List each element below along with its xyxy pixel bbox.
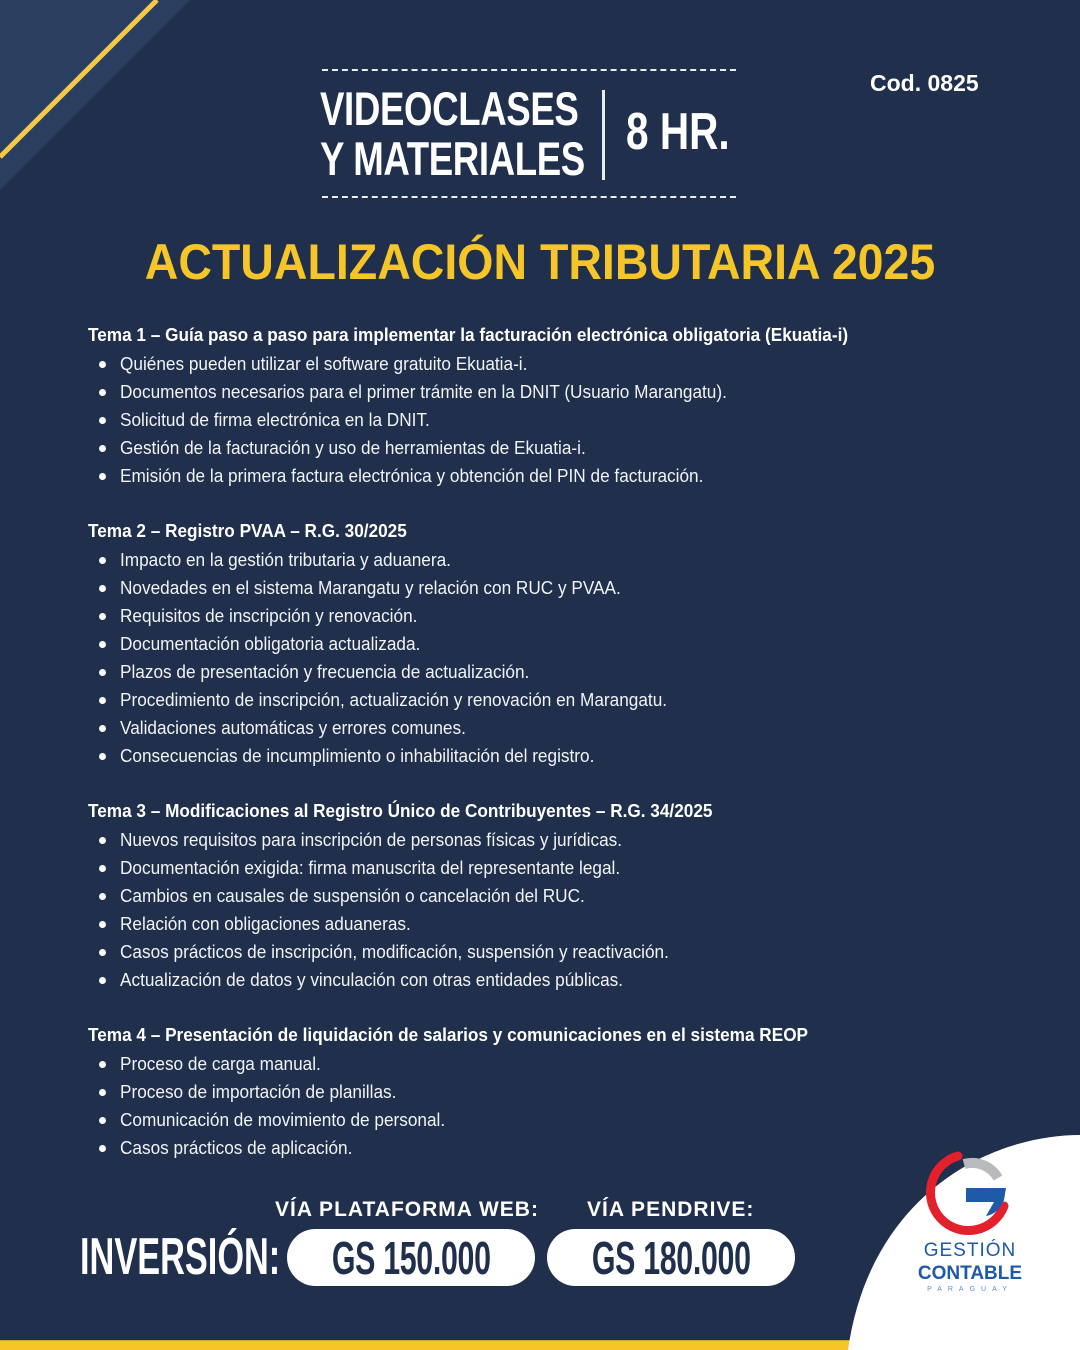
list-item (88, 686, 1048, 714)
course-code: Cod. 0825 (870, 70, 979, 96)
list-item (88, 742, 1048, 770)
bullet-icon (99, 473, 106, 480)
list-item-text: Emisión de la primera factura electrónica y obtención del PIN de facturación. (120, 465, 704, 486)
list-item (88, 938, 1048, 966)
list-item (88, 1106, 1048, 1134)
list-item-text: Validaciones automáticas y errores comunes. (120, 717, 466, 738)
topic-3 (88, 798, 1048, 994)
list-item-text: Nuevos requisitos para inscripción de personas físicas y jurídicas. (120, 829, 623, 850)
list-item (88, 630, 1048, 658)
bullet-icon (99, 641, 106, 648)
list-item (88, 966, 1048, 994)
dashed-divider-top (322, 69, 736, 71)
bullet-icon (99, 557, 106, 564)
bullet-icon (99, 753, 106, 760)
bullet-icon (99, 585, 106, 592)
bullet-icon (99, 697, 106, 704)
bullet-icon (99, 725, 106, 732)
web-price-badge (287, 1229, 535, 1286)
list-item (88, 602, 1048, 630)
web-price: GS 150.000 (331, 1231, 491, 1284)
format-line-1: VIDEOCLASES (320, 82, 579, 135)
list-item-text: Documentación obligatoria actualizada. (120, 633, 421, 654)
corner-triangle (0, 0, 190, 190)
list-item-text: Proceso de importación de planillas. (120, 1081, 397, 1102)
list-item-text: Documentos necesarios para el primer trámite en la DNIT (Usuario Marangatu). (120, 381, 727, 402)
bullet-icon (99, 1089, 106, 1096)
brand-line-2: CONTABLE (917, 1263, 1023, 1284)
list-item-text: Actualización de datos y vinculación con otras entidades públicas. (120, 969, 624, 990)
list-item-text: Impacto en la gestión tributaria y aduanera. (120, 549, 451, 570)
corner-decoration (0, 0, 260, 200)
format-label (320, 82, 585, 185)
topic-heading: Tema 1 – Guía paso a paso para implementar la facturación electrónica obligatoria (Ekuatia-i) (88, 325, 849, 345)
pendrive-label: VÍA PENDRIVE: (587, 1198, 755, 1221)
bullet-icon (99, 613, 106, 620)
brand-line-3: PARAGUAY (927, 1286, 1013, 1293)
list-item (88, 658, 1048, 686)
list-item-text: Solicitud de firma electrónica en la DNIT. (120, 409, 430, 430)
bullet-icon (99, 417, 106, 424)
bullet-icon (99, 361, 106, 368)
list-item (88, 574, 1048, 602)
vertical-divider (602, 90, 605, 180)
topics-list (88, 322, 1048, 1190)
topic-heading: Tema 4 – Presentación de liquidación de salarios y comunicaciones en el sistema REOP (88, 1025, 809, 1045)
investment-label: INVERSIÓN: (80, 1228, 281, 1286)
footer-yellow-band (0, 1340, 856, 1350)
list-item (88, 910, 1048, 938)
list-item (88, 854, 1048, 882)
web-platform-label: VÍA PLATAFORMA WEB: (275, 1198, 539, 1221)
bullet-icon (99, 445, 106, 452)
course-title: ACTUALIZACIÓN TRIBUTARIA 2025 (144, 234, 936, 290)
list-item-text: Consecuencias de incumplimiento o inhabilitación del registro. (120, 745, 595, 766)
list-item-text: Casos prácticos de aplicación. (120, 1137, 353, 1158)
brand-line-1: GESTIÓN (923, 1240, 1017, 1261)
dashed-divider-bottom (322, 196, 736, 198)
bullet-icon (99, 1145, 106, 1152)
list-item (88, 1050, 1048, 1078)
topic-2 (88, 518, 1048, 770)
list-item (88, 378, 1048, 406)
bullet-icon (99, 669, 106, 676)
list-item-text: Casos prácticos de inscripción, modificación, suspensión y reactivación. (120, 941, 669, 962)
bullet-icon (99, 893, 106, 900)
list-item-text: Relación con obligaciones aduaneras. (120, 913, 411, 934)
list-item-text: Plazos de presentación y frecuencia de actualización. (120, 661, 530, 682)
list-item-text: Documentación exigida: firma manuscrita del representante legal. (120, 857, 621, 878)
list-item-text: Proceso de carga manual. (120, 1053, 321, 1074)
list-item-text: Comunicación de movimiento de personal. (120, 1109, 446, 1130)
format-line-2: Y MATERIALES (320, 132, 585, 185)
duration-label: 8 HR. (626, 103, 730, 161)
bullet-icon (99, 837, 106, 844)
g-logo-icon (920, 1150, 1020, 1240)
list-item-text: Procedimiento de inscripción, actualización y renovación en Marangatu. (120, 689, 668, 710)
bullet-icon (99, 921, 106, 928)
topic-heading: Tema 2 – Registro PVAA – R.G. 30/2025 (88, 521, 407, 541)
topic-1 (88, 322, 1048, 490)
list-item (88, 714, 1048, 742)
list-item-text: Gestión de la facturación y uso de herramientas de Ekuatia-i. (120, 437, 586, 458)
bullet-icon (99, 977, 106, 984)
list-item (88, 406, 1048, 434)
bullet-icon (99, 949, 106, 956)
list-item (88, 826, 1048, 854)
list-item (88, 1078, 1048, 1106)
topic-heading: Tema 3 – Modificaciones al Registro Único de Contribuyentes – R.G. 34/2025 (88, 801, 713, 821)
pendrive-price: GS 180.000 (591, 1231, 751, 1284)
list-item (88, 462, 1048, 490)
list-item (88, 882, 1048, 910)
list-item (88, 350, 1048, 378)
bullet-icon (99, 389, 106, 396)
bullet-icon (99, 1061, 106, 1068)
list-item-text: Cambios en causales de suspensión o cancelación del RUC. (120, 885, 585, 906)
list-item-text: Requisitos de inscripción y renovación. (120, 605, 418, 626)
list-item-text: Quiénes pueden utilizar el software gratuito Ekuatia-i. (120, 353, 528, 374)
list-item (88, 546, 1048, 574)
bullet-icon (99, 865, 106, 872)
pendrive-price-badge (547, 1229, 795, 1286)
list-item-text: Novedades en el sistema Marangatu y relación con RUC y PVAA. (120, 577, 621, 598)
bullet-icon (99, 1117, 106, 1124)
list-item (88, 434, 1048, 462)
